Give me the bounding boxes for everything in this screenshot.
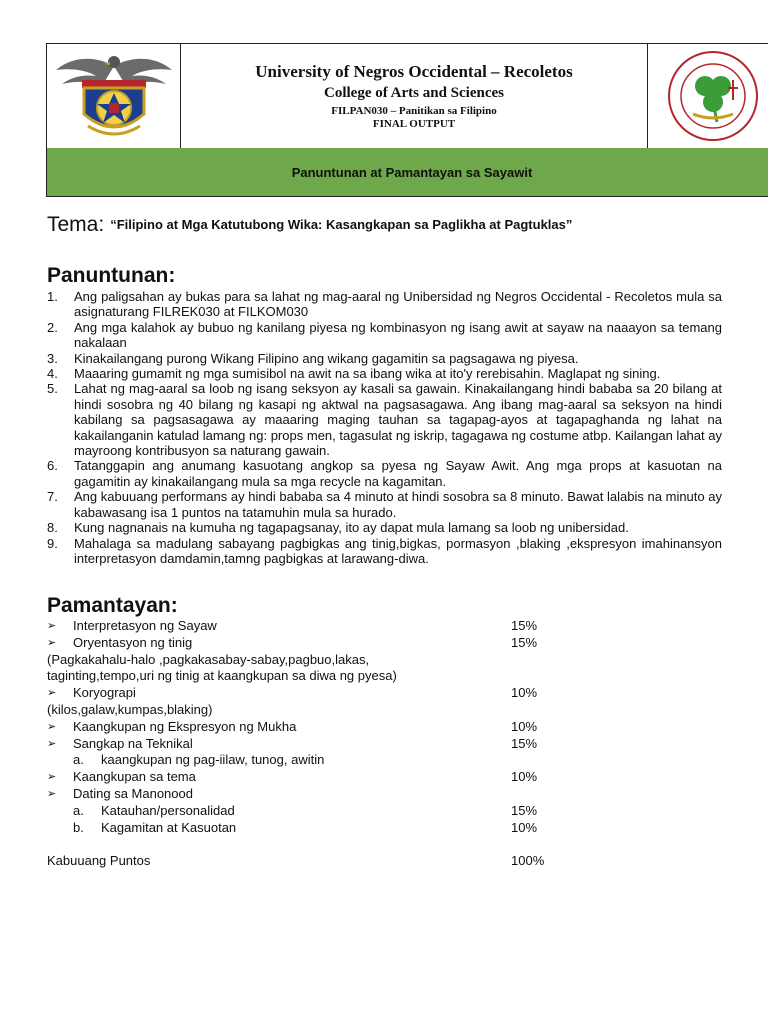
criteria-row xyxy=(47,685,607,702)
criteria-label: Kaangkupan sa tema xyxy=(73,769,196,785)
criteria-note xyxy=(47,652,607,669)
criteria-label: Interpretasyon ng Sayaw xyxy=(73,618,217,633)
criteria-row xyxy=(47,786,607,803)
criteria-percent: 15% xyxy=(511,802,538,818)
sub-label: Katauhan/personalidad xyxy=(101,802,235,818)
total-row xyxy=(47,853,607,870)
total-label: Kabuuang Puntos xyxy=(47,853,151,869)
title-banner: Panuntunan at Pamantayan sa Sayawit xyxy=(47,148,768,196)
sub-label: kaangkupan ng pag-iilaw, tunog, awitin xyxy=(101,752,325,768)
item-text: Ang kabuuang performans ay hindi bababa sa 4 minuto at hindi sosobra sa 8 minuto. Bawat lalabis na minuto ay kabawasang isa 1 puntos na tatamuhin mula sa hurado. xyxy=(74,489,722,520)
arrow-bullet-icon: ➢ xyxy=(47,720,57,733)
list-item xyxy=(47,289,722,320)
criteria-label: Kaangkupan ng Ekspresyon ng Mukha xyxy=(73,718,297,734)
theme-value: “Filipino at Mga Katutubong Wika: Kasangkapan sa Paglikha at Pagtuklas” xyxy=(110,217,573,232)
list-item xyxy=(47,458,722,489)
list-item xyxy=(47,489,722,520)
item-number: 1. xyxy=(47,289,58,304)
item-text: Kung nagnanais na kumuha ng tagapagsanay, ito ay dapat mula lamang sa loob ng unibersidad. xyxy=(74,520,629,536)
criteria-percent: 10% xyxy=(511,718,538,734)
criteria-row xyxy=(47,769,607,786)
note-text: (kilos,galaw,kumpas,blaking) xyxy=(47,701,213,717)
item-text: Mahalaga sa madulang sabayang pagbigkas ang tinig,bigkas, pormasyon ,blaking ,ekspresyon imahinansyon interpretasyon damdamin,tamng pagbigkas at larawang-diwa. xyxy=(74,535,722,566)
criteria-percent: 10% xyxy=(511,769,538,785)
note-text: taginting,tempo,uri ng tinig at kaangkupan sa diwa ng pyesa) xyxy=(47,668,397,684)
item-text: Tatanggapin ang anumang kasuotang angkop sa pyesa ng Sayaw Awit. Ang mga props at kasuotan na gagamitin ay kinakailangang mula sa mga recycle na kagamitan. xyxy=(74,458,722,489)
theme-line xyxy=(47,213,572,237)
arrow-bullet-icon: ➢ xyxy=(47,636,57,649)
university-seal-logo xyxy=(47,44,181,148)
item-text: Lahat ng mag-aaral sa loob ng isang seksyon ay kasali sa gawain. Kinakailangang hindi bababa sa 20 bilang at hindi sosobra ng 40 bilang ng kasapi ng aktwal na pagsasagawa. Ang ibang mag-aaral sa seksyon na hindi kabilang sa pagsasagawa ay maaaring maging tauhan sa tagapag-ayos at tagapaghanda ng lahat na kakailanganin katulad lamang ng: props men, tagasulat ng iskrip, tagagawa ng costume atbp. Kailangan lahat ay mayroong kontribusyon sa naturang gawain. xyxy=(74,381,722,459)
criteria-percent: 10% xyxy=(511,685,538,701)
criteria-label: Dating sa Manonood xyxy=(73,785,193,801)
total-percent: 100% xyxy=(511,853,545,869)
arrow-bullet-icon: ➢ xyxy=(47,737,57,750)
criteria-percent: 15% xyxy=(511,618,538,633)
list-item xyxy=(47,520,722,535)
list-item xyxy=(47,320,722,351)
item-number: 7. xyxy=(47,489,58,505)
criteria-note xyxy=(47,702,607,719)
criteria-percent: 15% xyxy=(511,634,538,650)
item-number: 4. xyxy=(47,366,58,382)
list-item xyxy=(47,366,722,381)
arrow-bullet-icon: ➢ xyxy=(47,687,57,700)
list-item xyxy=(47,381,722,458)
criteria-list xyxy=(47,618,607,870)
document-header xyxy=(46,43,768,197)
item-number: 2. xyxy=(47,319,58,335)
criteria-subrow xyxy=(47,752,607,769)
list-item xyxy=(47,351,722,366)
university-name: University of Negros Occidental – Recoletos xyxy=(255,62,573,81)
criteria-row xyxy=(47,635,607,652)
sub-letter: a. xyxy=(73,802,84,818)
header-row xyxy=(47,44,768,149)
criteria-label: Koryograpi xyxy=(73,685,136,701)
sub-letter: a. xyxy=(73,752,84,768)
rules-list xyxy=(47,289,722,566)
item-number: 3. xyxy=(47,350,58,366)
arrow-bullet-icon: ➢ xyxy=(47,787,57,800)
output-label: FINAL OUTPUT xyxy=(372,118,456,130)
item-number: 9. xyxy=(47,535,58,551)
note-text: (Pagkakahalu-halo ,pagkakasabay-sabay,pagbuo,lakas, xyxy=(47,651,370,667)
item-number: 8. xyxy=(47,520,58,536)
arrow-bullet-icon: ➢ xyxy=(47,771,57,784)
item-number: 5. xyxy=(47,381,58,397)
item-text: Ang paligsahan ay bukas para sa lahat ng mag-aaral ng Unibersidad ng Negros Occidental - Recoletos mula sa asignaturang FILREK030 at FILKOM030 xyxy=(74,289,722,320)
item-number: 6. xyxy=(47,458,58,474)
criteria-label: Oryentasyon ng tinig xyxy=(73,634,193,650)
sub-letter: b. xyxy=(73,819,84,835)
header-titles xyxy=(181,44,647,148)
criteria-row xyxy=(47,719,607,736)
criteria-percent: 15% xyxy=(511,735,538,751)
criteria-heading: Pamantayan: xyxy=(47,594,178,617)
college-seal-logo xyxy=(647,44,768,148)
rules-heading: Panuntunan: xyxy=(47,264,176,287)
criteria-row xyxy=(47,618,607,635)
theme-label: Tema: xyxy=(47,213,105,236)
criteria-label: Sangkap na Teknikal xyxy=(73,735,193,751)
criteria-subrow xyxy=(47,820,607,837)
item-text: Maaaring gumamit ng mga sumisibol na awit na sa ibang wika at ito'y rerebisahin. Maglapat ng sining. xyxy=(74,366,661,382)
college-name: College of Arts and Sciences xyxy=(324,85,504,101)
spacer xyxy=(47,836,607,853)
arrow-bullet-icon: ➢ xyxy=(47,620,57,632)
criteria-row xyxy=(47,736,607,753)
course-title: FILPAN030 – Panitikan sa Filipino xyxy=(331,105,497,117)
sub-label: Kagamitan at Kasuotan xyxy=(101,819,237,835)
item-text: Ang mga kalahok ay bubuo ng kanilang piyesa ng kombinasyon ng isang awit at sayaw na naaayon sa temang nakalaan xyxy=(74,319,722,351)
item-text: Kinakailangang purong Wikang Filipino ang wikang gagamitin sa pagsagawa ng piyesa. xyxy=(74,350,579,366)
criteria-note xyxy=(47,668,607,685)
list-item xyxy=(47,536,722,567)
criteria-subrow xyxy=(47,803,607,820)
criteria-percent: 10% xyxy=(511,819,538,835)
